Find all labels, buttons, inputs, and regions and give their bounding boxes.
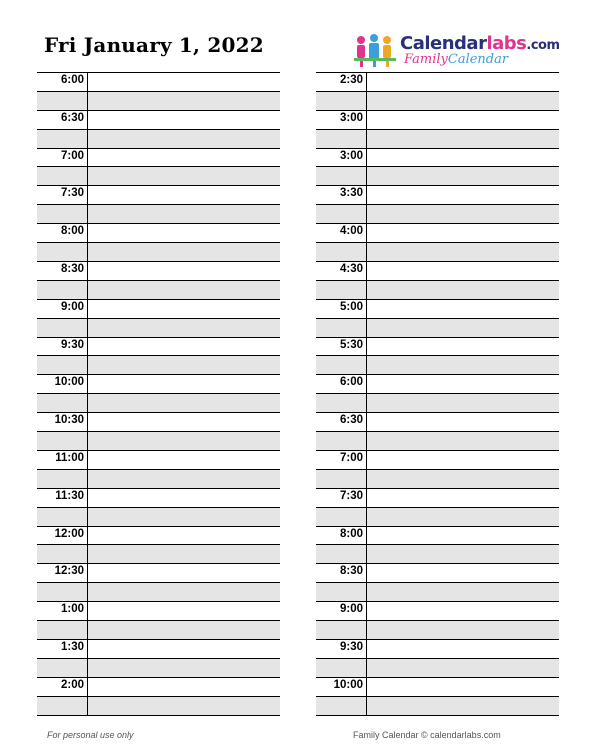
time-row bbox=[316, 337, 559, 356]
shaded-row bbox=[316, 91, 559, 110]
note-cell[interactable] bbox=[88, 583, 280, 601]
time-slot bbox=[37, 488, 280, 526]
time-spacer bbox=[316, 508, 367, 526]
time-slot bbox=[37, 526, 280, 564]
note-cell[interactable] bbox=[367, 451, 559, 469]
time-label: 11:00 bbox=[37, 451, 88, 469]
time-spacer bbox=[316, 545, 367, 563]
note-cell[interactable] bbox=[367, 356, 559, 374]
shaded-row bbox=[37, 355, 280, 374]
note-cell[interactable] bbox=[88, 356, 280, 374]
left-schedule-column bbox=[37, 72, 280, 716]
time-label: 9:30 bbox=[37, 338, 88, 356]
time-label: 8:30 bbox=[316, 564, 367, 582]
time-spacer bbox=[316, 130, 367, 148]
time-label: 1:00 bbox=[37, 602, 88, 620]
note-cell[interactable] bbox=[88, 92, 280, 110]
time-label: 10:00 bbox=[37, 375, 88, 393]
shaded-row bbox=[316, 318, 559, 337]
note-cell[interactable] bbox=[88, 527, 280, 545]
note-cell[interactable] bbox=[367, 413, 559, 431]
note-cell[interactable] bbox=[88, 262, 280, 280]
time-spacer bbox=[316, 659, 367, 677]
note-cell[interactable] bbox=[367, 545, 559, 563]
note-cell[interactable] bbox=[88, 224, 280, 242]
shaded-row bbox=[316, 166, 559, 185]
note-cell[interactable] bbox=[367, 73, 559, 91]
time-slot bbox=[37, 261, 280, 299]
note-cell[interactable] bbox=[367, 224, 559, 242]
note-cell[interactable] bbox=[88, 545, 280, 563]
note-cell[interactable] bbox=[88, 659, 280, 677]
time-label: 8:30 bbox=[37, 262, 88, 280]
note-cell[interactable] bbox=[367, 470, 559, 488]
time-spacer bbox=[37, 697, 88, 715]
time-slot bbox=[37, 337, 280, 375]
shaded-row bbox=[316, 393, 559, 412]
time-row bbox=[37, 488, 280, 507]
time-label: 10:30 bbox=[37, 413, 88, 431]
time-row bbox=[37, 261, 280, 280]
time-slot bbox=[316, 337, 559, 375]
time-slot bbox=[316, 110, 559, 148]
note-cell[interactable] bbox=[88, 432, 280, 450]
time-spacer bbox=[316, 470, 367, 488]
shaded-row bbox=[37, 544, 280, 563]
time-slot bbox=[37, 563, 280, 601]
time-slot bbox=[37, 677, 280, 715]
time-spacer bbox=[316, 92, 367, 110]
time-spacer bbox=[316, 243, 367, 261]
time-slot bbox=[316, 148, 559, 186]
note-cell[interactable] bbox=[88, 640, 280, 658]
time-row bbox=[37, 450, 280, 469]
time-row bbox=[316, 185, 559, 204]
note-cell[interactable] bbox=[367, 375, 559, 393]
note-cell[interactable] bbox=[88, 489, 280, 507]
time-label: 7:30 bbox=[37, 186, 88, 204]
time-slot bbox=[316, 639, 559, 677]
calendarlabs-logo[interactable] bbox=[352, 32, 560, 72]
note-cell[interactable] bbox=[88, 375, 280, 393]
time-row bbox=[316, 110, 559, 129]
footer-note: For personal use only bbox=[47, 730, 134, 740]
time-slot bbox=[316, 299, 559, 337]
time-spacer bbox=[37, 205, 88, 223]
time-spacer bbox=[37, 508, 88, 526]
shaded-row bbox=[37, 129, 280, 148]
time-row bbox=[316, 223, 559, 242]
note-cell[interactable] bbox=[88, 167, 280, 185]
time-slot bbox=[316, 223, 559, 261]
note-cell[interactable] bbox=[88, 338, 280, 356]
time-spacer bbox=[316, 394, 367, 412]
time-slot bbox=[316, 563, 559, 601]
note-cell[interactable] bbox=[367, 300, 559, 318]
time-label: 5:00 bbox=[316, 300, 367, 318]
time-spacer bbox=[316, 356, 367, 374]
time-row bbox=[37, 412, 280, 431]
time-label: 1:30 bbox=[37, 640, 88, 658]
time-row bbox=[37, 110, 280, 129]
time-row bbox=[37, 639, 280, 658]
logo-tagline: FamilyCalendar bbox=[404, 52, 509, 67]
shaded-row bbox=[37, 620, 280, 639]
shaded-row bbox=[316, 696, 559, 715]
time-slot bbox=[316, 374, 559, 412]
note-cell[interactable] bbox=[367, 130, 559, 148]
footer-credit: Family Calendar © calendarlabs.com bbox=[353, 730, 501, 740]
note-cell[interactable] bbox=[88, 243, 280, 261]
time-spacer bbox=[37, 243, 88, 261]
time-label: 8:00 bbox=[316, 527, 367, 545]
time-slot bbox=[316, 526, 559, 564]
note-cell[interactable] bbox=[88, 300, 280, 318]
note-cell[interactable] bbox=[88, 319, 280, 337]
note-cell[interactable] bbox=[367, 262, 559, 280]
time-row bbox=[37, 374, 280, 393]
shaded-row bbox=[316, 280, 559, 299]
time-slot bbox=[37, 72, 280, 110]
note-cell[interactable] bbox=[367, 583, 559, 601]
note-cell[interactable] bbox=[88, 73, 280, 91]
time-slot bbox=[37, 601, 280, 639]
column-bottom-border bbox=[316, 715, 559, 716]
shaded-row bbox=[316, 242, 559, 261]
time-spacer bbox=[37, 167, 88, 185]
time-row bbox=[37, 337, 280, 356]
note-cell[interactable] bbox=[88, 602, 280, 620]
time-spacer bbox=[316, 432, 367, 450]
shaded-row bbox=[316, 355, 559, 374]
note-cell[interactable] bbox=[88, 281, 280, 299]
time-row bbox=[37, 677, 280, 696]
time-spacer bbox=[37, 92, 88, 110]
note-cell[interactable] bbox=[367, 394, 559, 412]
time-row bbox=[316, 639, 559, 658]
time-label: 3:30 bbox=[316, 186, 367, 204]
note-cell[interactable] bbox=[88, 130, 280, 148]
time-spacer bbox=[316, 697, 367, 715]
time-label: 7:00 bbox=[37, 149, 88, 167]
shaded-row bbox=[316, 204, 559, 223]
note-cell[interactable] bbox=[367, 659, 559, 677]
note-cell[interactable] bbox=[88, 470, 280, 488]
time-spacer bbox=[37, 470, 88, 488]
right-schedule-column bbox=[316, 72, 559, 716]
time-row bbox=[316, 526, 559, 545]
note-cell[interactable] bbox=[88, 413, 280, 431]
shaded-row bbox=[37, 242, 280, 261]
time-slot bbox=[316, 450, 559, 488]
note-cell[interactable] bbox=[367, 243, 559, 261]
time-slot bbox=[316, 72, 559, 110]
time-row bbox=[37, 299, 280, 318]
time-row bbox=[37, 148, 280, 167]
shaded-row bbox=[37, 204, 280, 223]
shaded-row bbox=[316, 469, 559, 488]
time-spacer bbox=[37, 319, 88, 337]
time-slot bbox=[37, 450, 280, 488]
time-slot bbox=[37, 185, 280, 223]
time-label: 9:00 bbox=[37, 300, 88, 318]
note-cell[interactable] bbox=[88, 678, 280, 696]
logo-wordmark: Calendarlabs.com bbox=[400, 33, 560, 54]
time-row bbox=[37, 526, 280, 545]
time-label: 6:30 bbox=[316, 413, 367, 431]
page-title: Fri January 1, 2022 bbox=[44, 33, 264, 57]
shaded-row bbox=[37, 696, 280, 715]
time-label: 5:30 bbox=[316, 338, 367, 356]
note-cell[interactable] bbox=[367, 92, 559, 110]
time-slot bbox=[316, 488, 559, 526]
time-slot bbox=[37, 412, 280, 450]
time-label: 10:00 bbox=[316, 678, 367, 696]
time-row bbox=[37, 185, 280, 204]
shaded-row bbox=[37, 166, 280, 185]
time-spacer bbox=[37, 130, 88, 148]
time-row bbox=[316, 412, 559, 431]
note-cell[interactable] bbox=[88, 111, 280, 129]
time-label: 9:00 bbox=[316, 602, 367, 620]
shaded-row bbox=[37, 91, 280, 110]
time-spacer bbox=[316, 583, 367, 601]
time-slot bbox=[37, 639, 280, 677]
shaded-row bbox=[37, 507, 280, 526]
time-slot bbox=[316, 261, 559, 299]
note-cell[interactable] bbox=[88, 697, 280, 715]
time-row bbox=[37, 72, 280, 91]
time-row bbox=[316, 450, 559, 469]
note-cell[interactable] bbox=[367, 338, 559, 356]
column-bottom-border bbox=[37, 715, 280, 716]
time-row bbox=[37, 563, 280, 582]
shaded-row bbox=[37, 658, 280, 677]
note-cell[interactable] bbox=[367, 508, 559, 526]
time-row bbox=[316, 299, 559, 318]
shaded-row bbox=[316, 582, 559, 601]
shaded-row bbox=[316, 129, 559, 148]
note-cell[interactable] bbox=[367, 564, 559, 582]
shaded-row bbox=[37, 318, 280, 337]
family-figures-icon bbox=[352, 34, 398, 68]
time-row bbox=[37, 223, 280, 242]
time-spacer bbox=[37, 659, 88, 677]
time-label: 6:30 bbox=[37, 111, 88, 129]
shaded-row bbox=[37, 469, 280, 488]
time-spacer bbox=[37, 281, 88, 299]
time-spacer bbox=[37, 621, 88, 639]
time-slot bbox=[316, 412, 559, 450]
time-label: 6:00 bbox=[37, 73, 88, 91]
note-cell[interactable] bbox=[367, 621, 559, 639]
time-spacer bbox=[316, 621, 367, 639]
time-label: 2:00 bbox=[37, 678, 88, 696]
time-slot bbox=[37, 110, 280, 148]
time-spacer bbox=[316, 319, 367, 337]
note-cell[interactable] bbox=[88, 508, 280, 526]
time-slot bbox=[316, 185, 559, 223]
note-cell[interactable] bbox=[88, 394, 280, 412]
shaded-row bbox=[37, 582, 280, 601]
note-cell[interactable] bbox=[367, 678, 559, 696]
shaded-row bbox=[316, 544, 559, 563]
time-row bbox=[316, 563, 559, 582]
time-label: 7:30 bbox=[316, 489, 367, 507]
time-slot bbox=[316, 677, 559, 715]
time-slot bbox=[316, 601, 559, 639]
time-spacer bbox=[37, 356, 88, 374]
shaded-row bbox=[316, 620, 559, 639]
shaded-row bbox=[37, 431, 280, 450]
shaded-row bbox=[37, 280, 280, 299]
time-label: 2:30 bbox=[316, 73, 367, 91]
note-cell[interactable] bbox=[367, 489, 559, 507]
time-label: 6:00 bbox=[316, 375, 367, 393]
note-cell[interactable] bbox=[367, 432, 559, 450]
time-label: 8:00 bbox=[37, 224, 88, 242]
note-cell[interactable] bbox=[367, 149, 559, 167]
time-spacer bbox=[316, 205, 367, 223]
time-label: 12:30 bbox=[37, 564, 88, 582]
shaded-row bbox=[316, 431, 559, 450]
shaded-row bbox=[316, 658, 559, 677]
time-label: 9:30 bbox=[316, 640, 367, 658]
note-cell[interactable] bbox=[367, 319, 559, 337]
note-cell[interactable] bbox=[88, 205, 280, 223]
note-cell[interactable] bbox=[367, 697, 559, 715]
time-slot bbox=[37, 223, 280, 261]
note-cell[interactable] bbox=[367, 111, 559, 129]
shaded-row bbox=[316, 507, 559, 526]
time-spacer bbox=[37, 432, 88, 450]
time-row bbox=[316, 601, 559, 620]
note-cell[interactable] bbox=[88, 149, 280, 167]
time-spacer bbox=[37, 545, 88, 563]
time-label: 12:00 bbox=[37, 527, 88, 545]
note-cell[interactable] bbox=[367, 527, 559, 545]
time-label: 4:00 bbox=[316, 224, 367, 242]
time-row bbox=[37, 601, 280, 620]
note-cell[interactable] bbox=[367, 640, 559, 658]
time-spacer bbox=[37, 583, 88, 601]
time-slot bbox=[37, 148, 280, 186]
time-slot bbox=[37, 299, 280, 337]
time-label: 3:00 bbox=[316, 149, 367, 167]
time-row bbox=[316, 488, 559, 507]
time-row bbox=[316, 261, 559, 280]
shaded-row bbox=[37, 393, 280, 412]
note-cell[interactable] bbox=[88, 564, 280, 582]
time-label: 4:30 bbox=[316, 262, 367, 280]
time-label: 11:30 bbox=[37, 489, 88, 507]
note-cell[interactable] bbox=[367, 281, 559, 299]
time-spacer bbox=[37, 394, 88, 412]
time-slot bbox=[37, 374, 280, 412]
time-row bbox=[316, 374, 559, 393]
note-cell[interactable] bbox=[88, 621, 280, 639]
time-spacer bbox=[316, 167, 367, 185]
time-row bbox=[316, 677, 559, 696]
note-cell[interactable] bbox=[367, 602, 559, 620]
time-spacer bbox=[316, 281, 367, 299]
note-cell[interactable] bbox=[367, 167, 559, 185]
note-cell[interactable] bbox=[367, 205, 559, 223]
time-label: 7:00 bbox=[316, 451, 367, 469]
note-cell[interactable] bbox=[88, 451, 280, 469]
note-cell[interactable] bbox=[88, 186, 280, 204]
note-cell[interactable] bbox=[367, 186, 559, 204]
time-row bbox=[316, 148, 559, 167]
time-row bbox=[316, 72, 559, 91]
time-label: 3:00 bbox=[316, 111, 367, 129]
